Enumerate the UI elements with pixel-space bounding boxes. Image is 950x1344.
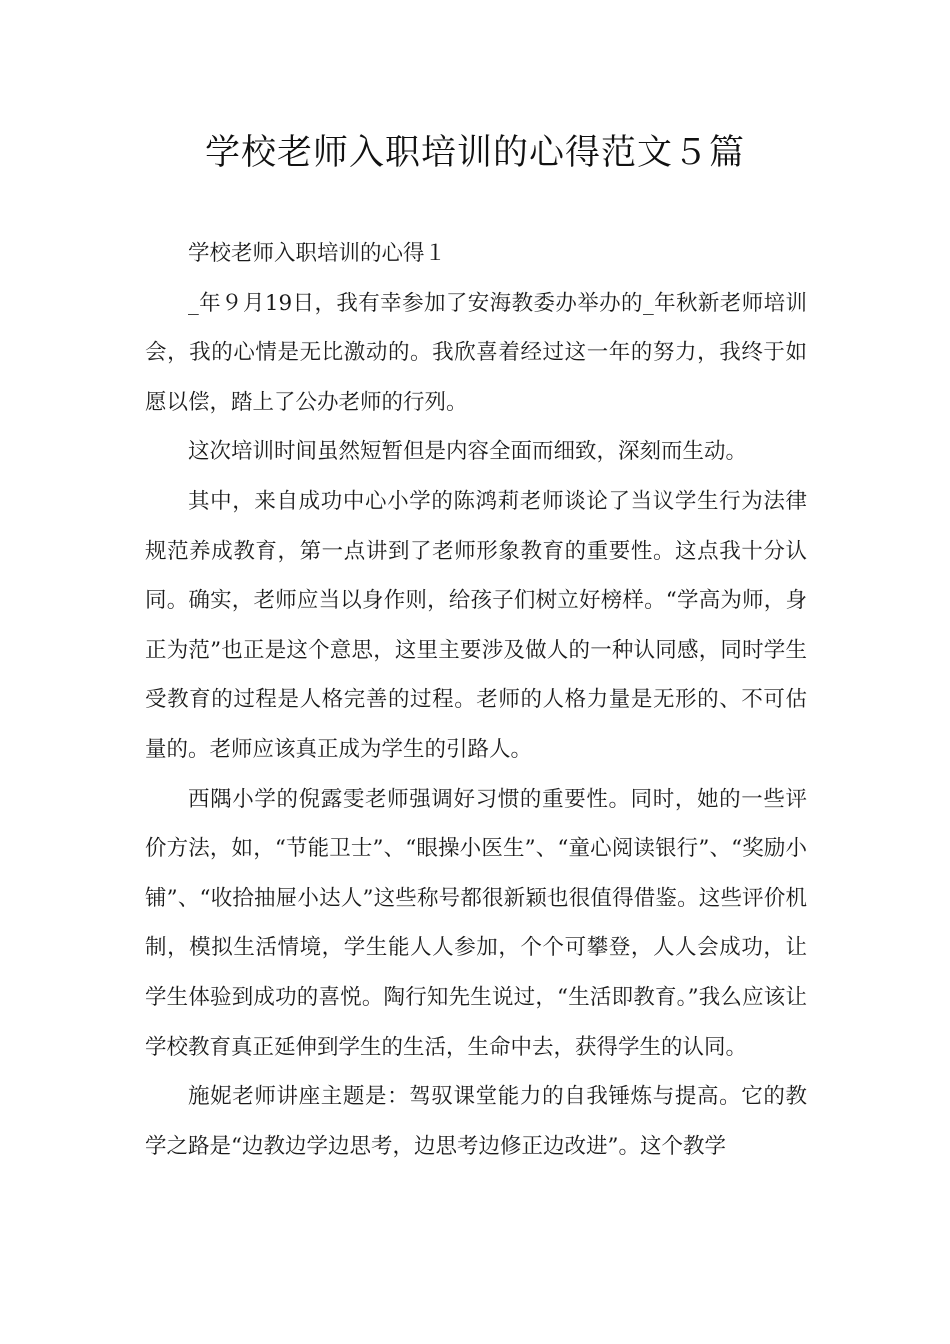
paragraph: 这次培训时间虽然短暂但是内容全面而细致，深刻而生动。 — [188, 439, 748, 465]
document-title: 学校老师入职培训的心得范文５篇 — [204, 133, 745, 173]
section-heading: 学校老师入职培训的心得１ — [188, 241, 447, 266]
paragraph: 施妮老师讲座主题是：驾驭课堂能力的自我锤炼与提高。它的教学之路是“边教边学边思考，边思考边修正边改进”。这个教学 — [145, 1084, 807, 1159]
paragraph: _年９月19日，我有幸参加了安海教委办举办的_年秋新老师培训会，我的心情是无比激动的。我欣喜着经过这一年的努力，我终于如愿以偿，踏上了公办老师的行列。 — [145, 290, 807, 415]
document-body — [145, 229, 807, 1171]
paragraph: 其中，来自成功中心小学的陈鸿莉老师谈论了当议学生行为法律规范养成教育，第一点讲到了老师形象教育的重要性。这点我十分认同。确实，老师应当以身作则，给孩子们树立好榜样。“学高为师，身正为范”也正是这个意思，这里主要涉及做人的一种认同感，同时学生受教育的过程是人格完善的过程。老师的人格力量是无形的、不可估量的。老师应该真正成为学生的引路人。 — [145, 488, 807, 762]
paragraph: 西隅小学的倪露雯老师强调好习惯的重要性。同时，她的一些评价方法，如，“节能卫士”、“眼操小医生”、“童心阅读银行”、“奖励小铺”、“收拾抽屉小达人”这些称号都很新颖也很值得借鉴。这些评价机制，模拟生活情境，学生能人人参加，个个可攀登，人人会成功，让学生体验到成功的喜悦。陶行知先生说过，“生活即教育。”我么应该让学校教育真正延伸到学生的生活，生命中去，获得学生的认同。 — [145, 786, 807, 1060]
